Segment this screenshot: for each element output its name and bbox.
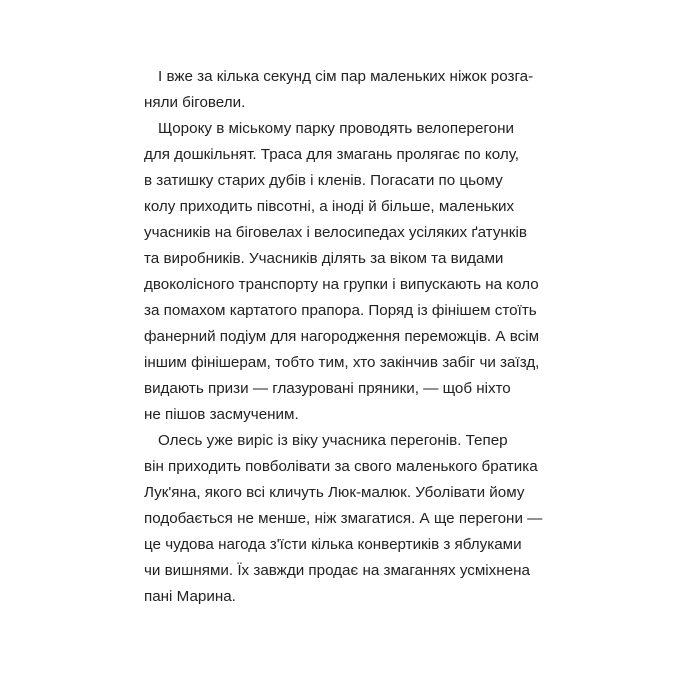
text-line: пані Марина. (144, 588, 236, 605)
text-line: іншим фінішерам, тобто тим, хто закінчив забіг чи заїзд, (144, 354, 540, 371)
text-line: Лук'яна, якого всі кличуть Люк-малюк. Уболівати йому (144, 484, 525, 501)
text-line: колу приходить півсотні, а іноді й більше, маленьких (144, 198, 515, 215)
text-line: видають призи — глазуровані пряники, — щоб ніхто (144, 380, 511, 397)
text-line: няли біговели. (144, 94, 246, 111)
text-line: І вже за кілька секунд сім пар маленьких ніжок розга- (158, 68, 534, 85)
text-line: для дошкільнят. Траса для змагань пролягає по колу, (144, 146, 520, 163)
text-line: подобається не менше, ніж змагатися. А ще перегони — (144, 510, 543, 527)
text-line: він приходить повболівати за свого маленького братика (144, 458, 538, 475)
text-line: Олесь уже виріс із віку учасника перегонів. Тепер (158, 432, 508, 449)
text-line: та виробників. Учасників ділять за віком та видами (144, 250, 504, 267)
body-text (144, 64, 564, 610)
text-line: не пішов засмученим. (144, 406, 299, 423)
text-line: фанерний подіум для нагородження переможців. А всім (144, 328, 540, 345)
text-line: чи вишнями. Їх завжди продає на змаганнях усміхнена (144, 562, 530, 579)
text-line: Щороку в міському парку проводять велоперегони (158, 120, 514, 137)
text-line: двоколісного транспорту на групки і випускають на коло (144, 276, 539, 293)
text-line: учасників на біговелах і велосипедах усіляких ґатунків (144, 224, 527, 241)
text-line: за помахом картатого прапора. Поряд із фінішем стоїть (144, 302, 537, 319)
text-line: це чудова нагода з'їсти кілька конвертиків з яблуками (144, 536, 522, 553)
text-line: в затишку старих дубів і кленів. Погасати по цьому (144, 172, 503, 189)
